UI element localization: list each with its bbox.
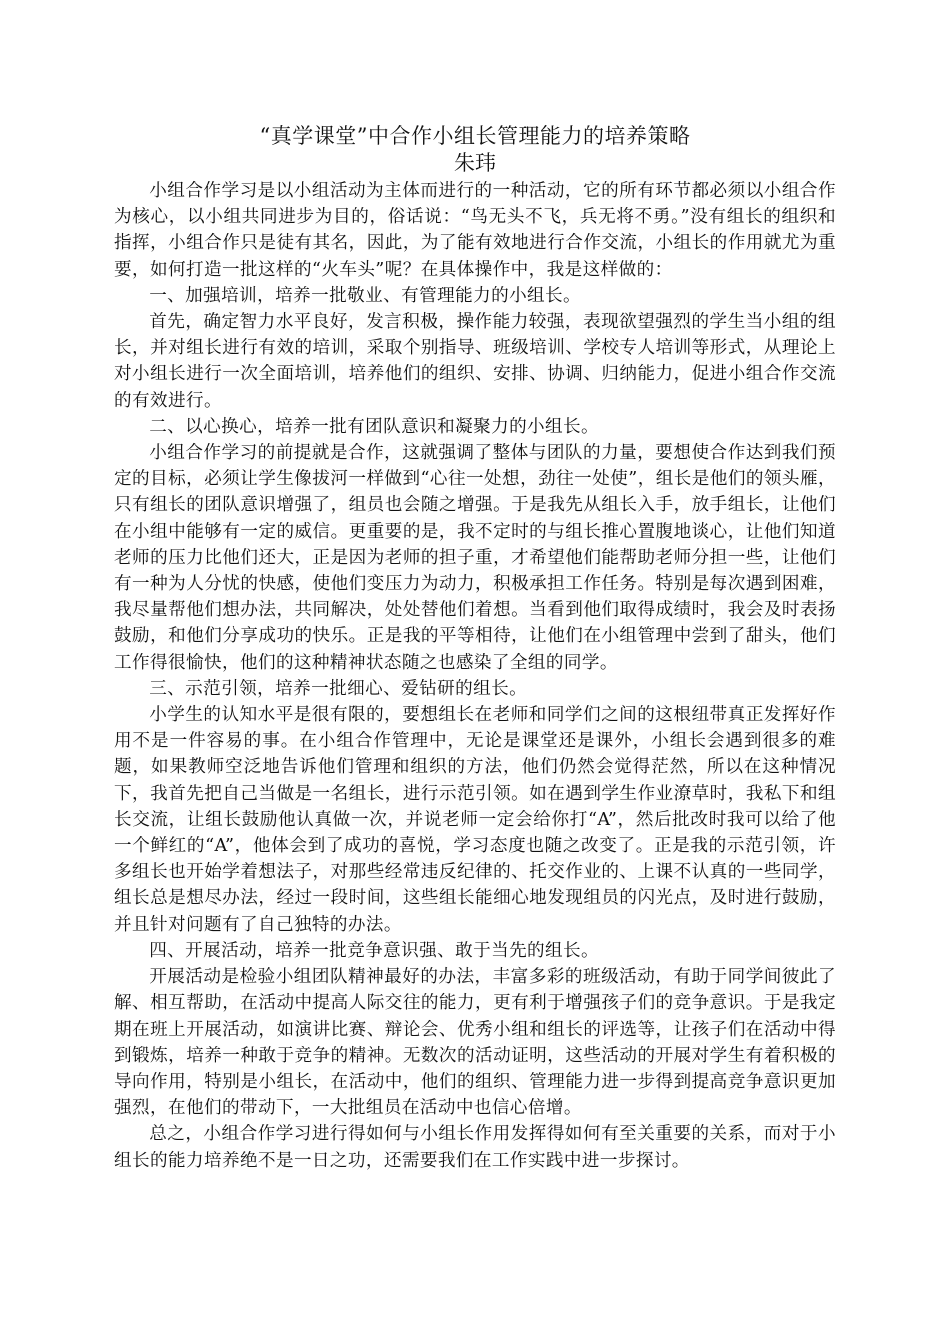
section-1-body: 首先，确定智力水平良好，发言积极，操作能力较强，表现欲望强烈的学生当小组的组长，并对组长进行有效的培训，采取个别指导、班级培训、学校专人培训等形式，从理论上对小组长进行一次全面培训，培养他们的组织、安排、协调、归纳能力，促进小组合作交流的有效进行。 (114, 312, 836, 411)
document-page (114, 122, 836, 1174)
document-author: 朱玮 (454, 151, 496, 175)
section-2-heading: 二、以心换心，培养一批有团队意识和凝聚力的小组长。 (149, 416, 600, 437)
section-3-heading: 三、示范引领，培养一批细心、爱钻研的组长。 (149, 678, 528, 699)
conclusion-paragraph: 总之，小组合作学习进行得如何与小组长作用发挥得如何有至关重要的关系，而对于小组长的能力培养绝不是一日之功，还需要我们在工作实践中进一步探讨。 (114, 1124, 836, 1171)
section-3-body: 小学生的认知水平是很有限的，要想组长在老师和同学们之间的这根纽带真正发挥好作用不是一件容易的事。在小组合作管理中，无论是课堂还是课外，小组长会遇到很多的难题，如果教师空泛地告诉他们管理和组织的方法，他们仍然会觉得茫然，所以在这种情况下，我首先把自己当做是一名组长，进行示范引领。如在遇到学生作业潦草时，我私下和组长交流，让组长鼓励他认真做一次，并说老师一定会给你打“A”，然后批改时我可以给了他一个鲜红的“A”，他体会到了成功的喜悦，学习态度也随之改变了。正是我的示范引领，许多组长也开始学着想法子，对那些经常违反纪律的、托交作业的、上课不认真的一些同学，组长总是想尽办法，经过一段时间，这些组长能细心地发现组员的闪光点，及时进行鼓励，并且针对问题有了自己独特的办法。 (114, 705, 836, 935)
section-4-body: 开展活动是检验小组团队精神最好的办法，丰富多彩的班级活动，有助于同学间彼此了解、相互帮助，在活动中提高人际交往的能力，更有利于增强孩子们的竞争意识。于是我定期在班上开展活动，如演讲比赛、辩论会、优秀小组和组长的评选等，让孩子们在活动中得到锻炼，培养一种敢于竞争的精神。无数次的活动证明，这些活动的开展对学生有着积极的导向作用，特别是小组长，在活动中，他们的组织、管理能力进一步得到提高竞争意识更加强烈，在他们的带动下，一大批组员在活动中也信心倍增。 (114, 967, 836, 1119)
section-4-heading: 四、开展活动，培养一批竞争意识强、敢于当先的组长。 (149, 940, 600, 961)
section-2-body: 小组合作学习的前提就是合作，这就强调了整体与团队的力量，要想使合作达到我们预定的目标，必须让学生像拔河一样做到“心往一处想，劲往一处使”，组长是他们的领头雁，只有组长的团队意识增强了，组员也会随之增强。于是我先从组长入手，放手组长，让他们在小组中能够有一定的威信。更重要的是，我不定时的与组长推心置腹地谈心，让他们知道老师的压力比他们还大，正是因为老师的担子重，才希望他们能帮助老师分担一些，让他们有一种为人分忧的快感，使他们变压力为动力，积极承担工作任务。特别是每次遇到困难，我尽量帮他们想办法，共同解决，处处替他们着想。当看到他们取得成绩时，我会及时表扬鼓励，和他们分享成功的快乐。正是我的平等相待，让他们在小组管理中尝到了甜头，他们工作得很愉快，他们的这种精神状态随之也感染了全组的同学。 (114, 443, 836, 673)
document-title: “真学课堂”中合作小组长管理能力的培养策略 (259, 124, 691, 148)
intro-paragraph: 小组合作学习是以小组活动为主体而进行的一种活动，它的所有环节都必须以小组合作为核心，以小组共同进步为目的，俗话说：“鸟无头不飞，兵无将不勇。”没有组长的组织和指挥，小组合作只是徒有其名，因此，为了能有效地进行合作交流，小组长的作用就尤为重要，如何打造一批这样的“火车头”呢？在具体操作中，我是这样做的： (114, 181, 836, 280)
section-1-heading: 一、加强培训，培养一批敬业、有管理能力的小组长。 (149, 285, 582, 306)
